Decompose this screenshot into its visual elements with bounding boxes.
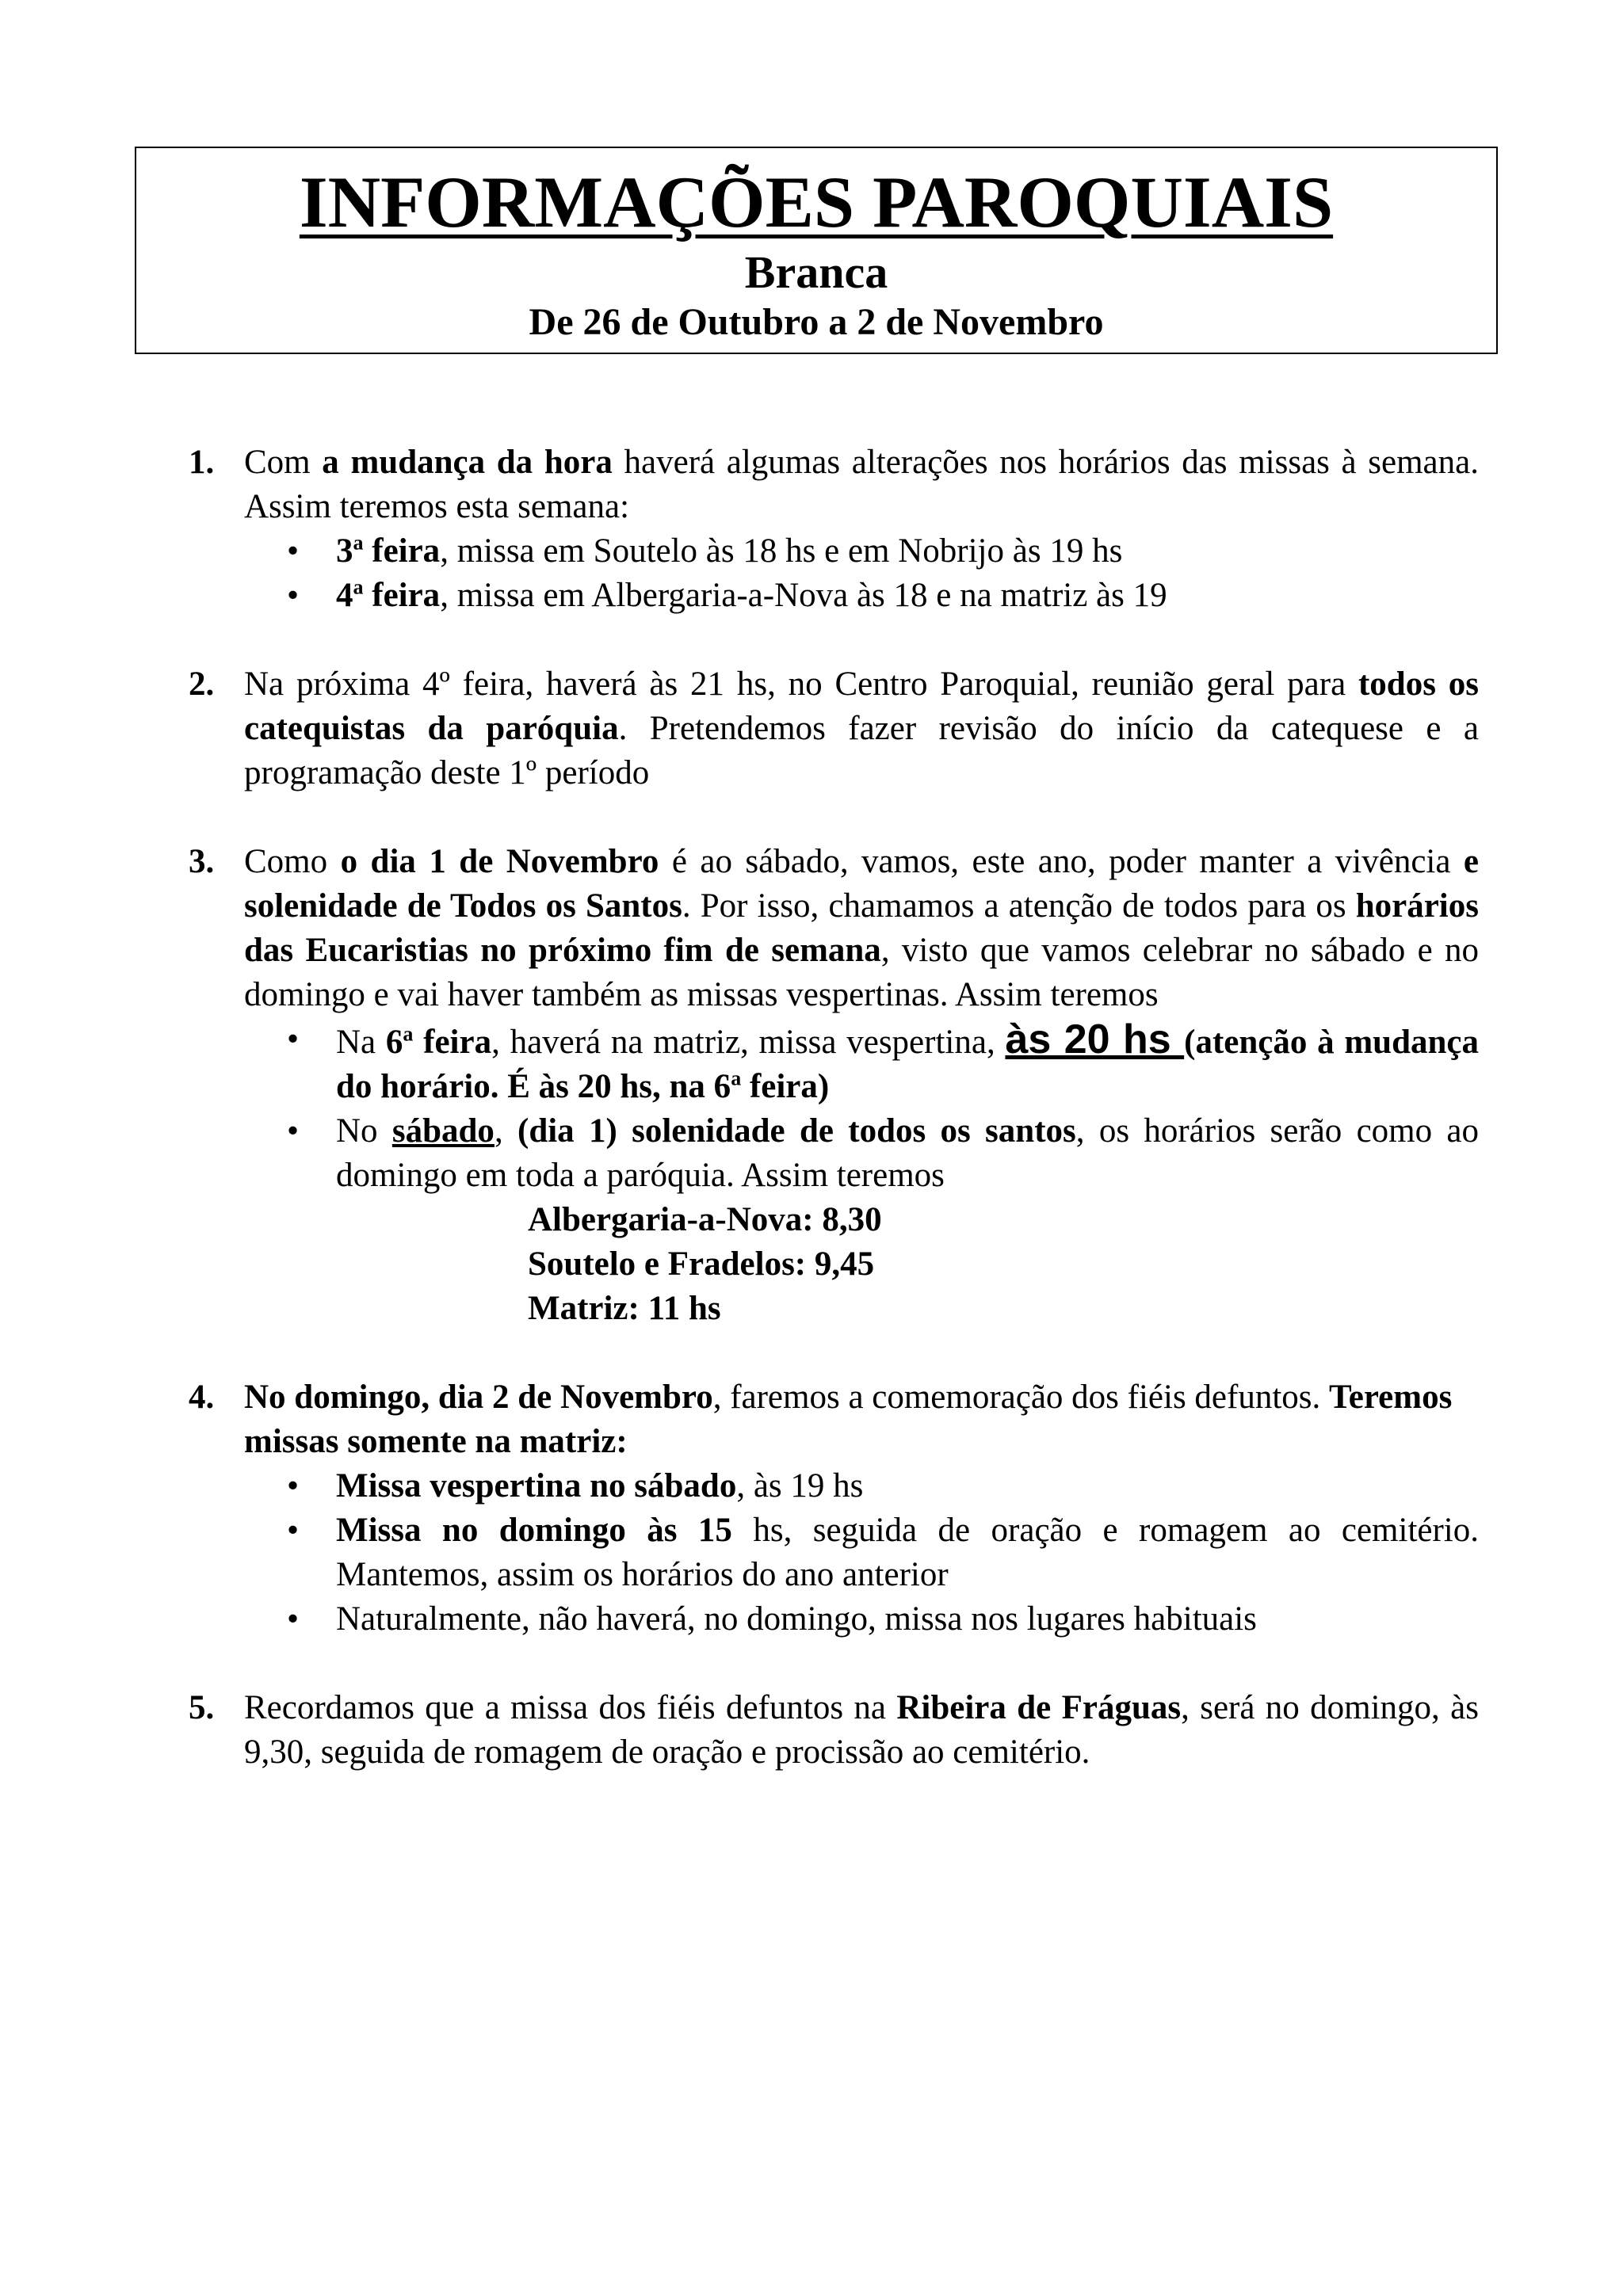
item-text: Como o dia 1 de Novembro é ao sábado, vamos, este ano, poder manter a vivência e solenidade de Todos os Santos. Por isso, chamamos a atenção de todos para os horários das Eucaristias no próximo fim de semana, visto que vamos celebrar no sábado e no domingo e vai haver também as missas vespertinas. Assim teremos xyxy=(244,843,1479,1013)
bullet-list xyxy=(244,1464,1479,1642)
page-title: INFORMAÇÕES PAROQUIAIS xyxy=(299,162,1334,242)
list-item: • No sábado, (dia 1) solenidade de todos os santos, os horários serão como ao domingo em toda a paróquia. Assim teremos xyxy=(244,1109,1479,1198)
header-box xyxy=(135,147,1498,354)
schedule-line: Soutelo e Fradelos: 9,45 xyxy=(528,1245,875,1283)
announcements xyxy=(189,441,1479,1819)
list-item: • 3$^a$ feira, missa em Soutelo às 18 hs e em Nobrijo às 19 hs xyxy=(244,529,1479,574)
announcement-4 xyxy=(189,1375,1479,1642)
item-text: Na próxima 4º feira, haverá às 21 hs, no Centro Paroquial, reunião geral para todos os catequistas da paróquia. Pretendemos fazer revisão do início da catequese e a programação deste 1º período xyxy=(244,666,1479,791)
highlighted-time: às 20 hs xyxy=(1005,1016,1185,1062)
announcement-2 xyxy=(189,662,1479,795)
item-number: 5. xyxy=(189,1689,215,1726)
announcement-1 xyxy=(189,441,1479,618)
item-text: No domingo, dia 2 de Novembro, faremos a comemoração dos fiéis defuntos. Teremos missas somente na matriz: xyxy=(244,1379,1453,1460)
item-number: 4. xyxy=(189,1379,215,1416)
list-item: • Missa vespertina no sábado, às 19 hs xyxy=(244,1464,1479,1508)
list-item: • Na 6$^a$ feira, haverá na matriz, missa vespertina, às 20 hs (atenção à mudança do horário. É às 20 hs, na 6$^a$ feira) xyxy=(244,1017,1479,1109)
item-number: 3. xyxy=(189,843,215,880)
item-text: Recordamos que a missa dos fiéis defuntos na Ribeira de Fráguas, será no domingo, às 9,30, seguida de romagem de oração e procissão ao cemitério. xyxy=(244,1689,1479,1771)
bullet-list xyxy=(244,529,1479,618)
item-text: Com a mudança da hora haverá algumas alterações nos horários das missas à semana. Assim teremos esta semana: xyxy=(244,444,1479,525)
bullet-list xyxy=(244,1017,1479,1198)
list-item: • Missa no domingo às 15 hs, seguida de oração e romagem ao cemitério. Mantemos, assim os horários do ano anterior xyxy=(244,1508,1479,1597)
item-number: 2. xyxy=(189,666,215,703)
date-range: De 26 de Outubro a 2 de Novembro xyxy=(529,301,1104,343)
announcement-5 xyxy=(189,1686,1479,1775)
item-number: 1. xyxy=(189,444,215,481)
schedule-line: Matriz: 11 hs xyxy=(528,1290,721,1327)
announcement-3 xyxy=(189,840,1479,1331)
schedule-line: Albergaria-a-Nova: 8,30 xyxy=(528,1201,882,1238)
parish-name: Branca xyxy=(744,246,888,298)
list-item: • Naturalmente, não haverá, no domingo, missa nos lugares habituais xyxy=(244,1597,1479,1642)
list-item: • 4$^a$ feira, missa em Albergaria-a-Nova às 18 e na matriz às 19 xyxy=(244,574,1479,618)
